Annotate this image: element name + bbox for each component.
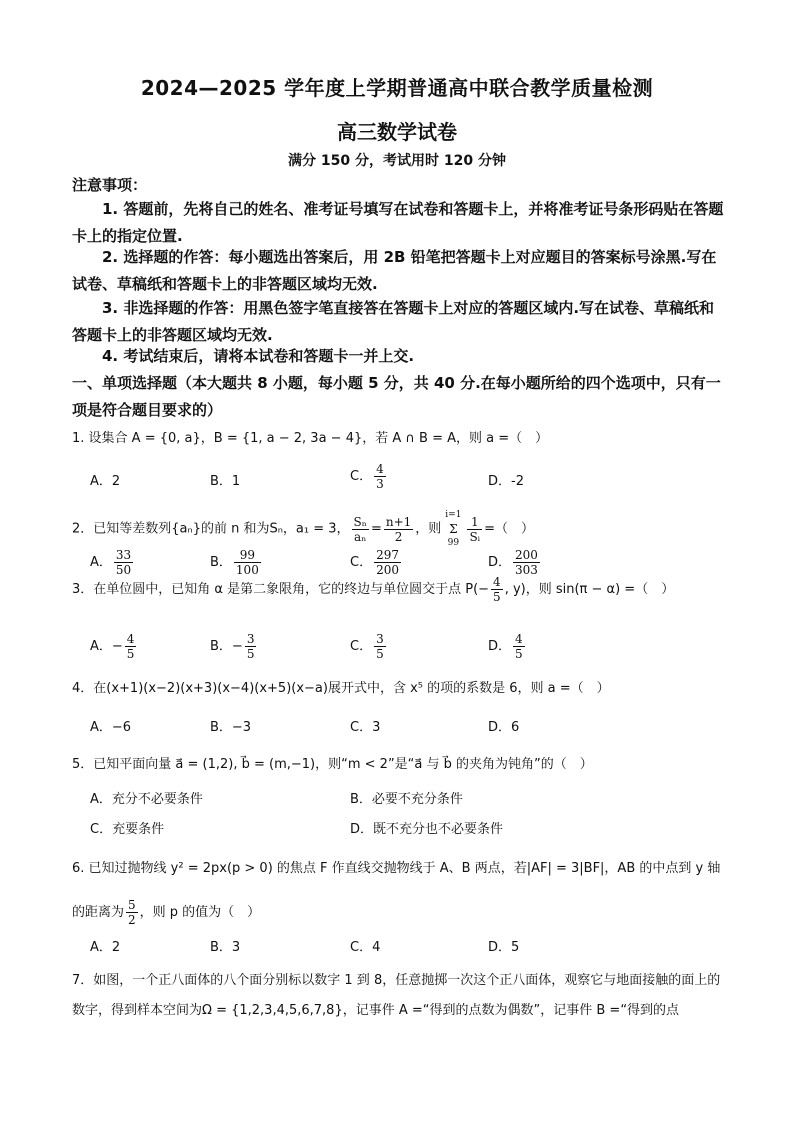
score-line: 满分 150 分，考试用时 120 分钟 [288, 153, 506, 169]
exam-title: 2024—2025 学年度上学期普通高中联合教学质量检测 [140, 76, 654, 100]
note-item-3: 3. 非选择题的作答：用黑色签字笔直接答在答题卡上对应的答题区域内.写在试卷、草稿纸和答题卡上的非答题区域均无效. [72, 299, 715, 344]
note-item-1: 1. 答题前，先将自己的姓名、准考证号填写在试卷和答题卡上，并将准考证号条形码贴在答题卡上的指定位置. [72, 200, 724, 245]
summation: i=1 Σ 99 [445, 510, 462, 548]
q1-option-a: A．2 [90, 474, 121, 489]
q6-option-d: D．5 [488, 940, 520, 955]
note-item-2: 2. 选择题的作答：每小题选出答案后，用 2B 铅笔把答题卡上对应题目的答案标号涂黑.写在试卷、草稿纸和答题卡上的非答题区域均无效. [72, 248, 717, 293]
q2-option-d: D． $\frac{200}{303}$ [488, 548, 538, 577]
q5-option-c: C．充要条件 [90, 822, 165, 837]
q1-option-b: B．1 [210, 474, 241, 489]
section1-heading: 一、单项选择题（本大题共 8 小题，每小题 5 分，共 40 分.在每小题所给的四个选项中，只有一项是符合题目要求的） [72, 374, 721, 419]
question-5: 5．已知平面向量 a⃗ = (1,2), b⃗ = (m,−1)，则“m < 2”是“a⃗ 与 b⃗ 的夹角为钝角”的（ ） [72, 757, 593, 772]
q3-option-d: D． $\frac{4}{5}$ [488, 632, 523, 661]
fraction: $\frac{4}{3}$ [376, 462, 384, 491]
q2-option-c: C． $\frac{297}{200}$ [350, 548, 399, 577]
note-item-4: 4. 考试结束后，请将本试卷和答题卡一并上交. [102, 347, 415, 365]
q2-option-a: A． $\frac{33}{50}$ [90, 548, 132, 577]
q1-option-d: D．-2 [488, 474, 524, 489]
q3-option-c: C． $\frac{3}{5}$ [350, 632, 384, 661]
question-4: 4．在(x+1)(x−2)(x+3)(x−4)(x+5)(x−a)展开式中，含 x⁵ 的项的系数是 6，则 a =（ ） [72, 681, 610, 696]
q4-option-b: B．−3 [210, 720, 252, 735]
q3-option-b: B．− $\frac{3}{5}$ [210, 632, 255, 661]
q2-option-b: B． $\frac{99}{100}$ [210, 548, 259, 577]
q6-option-b: B．3 [210, 940, 241, 955]
question-7: 7．如图，一个正八面体的八个面分别标以数字 1 到 8，任意抛掷一次这个正八面体，观察它与地面接触的面上的数字，得到样本空间为Ω = {1,2,3,4,5,6,7,8}，记事件 A =“得到的点数为偶数”，记事件 B =“得到的点 [72, 973, 721, 1018]
q3-option-a: A．− $\frac{4}{5}$ [90, 632, 135, 661]
q6-option-c: C．4 [350, 940, 381, 955]
q5-option-d: D．既不充分也不必要条件 [350, 822, 504, 837]
q5-option-b: B．必要不充分条件 [350, 792, 463, 807]
question-6-line-1: 6. 已知过抛物线 y² = 2px(p > 0) 的焦点 F 作直线交抛物线于 A、B 两点，若|AF| = 3|BF|，AB 的中点到 y 轴 [72, 861, 721, 876]
q4-option-a: A．−6 [90, 720, 132, 735]
notes-heading: 注意事项： [72, 176, 148, 194]
q4-option-c: C．3 [350, 720, 381, 735]
q1-option-c: C． $\frac{4}{3}$ [350, 462, 384, 491]
question-2: 2．已知等差数列{aₙ}的前 n 和为Sₙ，a₁ = 3， $\frac{\text{Sₙ}}{\text{aₙ}}$ = $\frac{n+1}{2}$ ，则 i=1 Σ 99 $\frac{1}{\text{Sᵢ}}$ =（ ） [72, 510, 534, 548]
question-6-line-2: 的距离为 $\frac{5}{2}$ ，则 p 的值为（ ） [72, 898, 261, 927]
question-3: 3．在单位圆中，已知角 α 是第二象限角，它的终边与单位圆交于点 P(− $\frac{4}{5}$ , y)，则 sin(π − α) =（ ） [72, 575, 675, 604]
question-1: 1. 设集合 A = {0, a}，B = {1, a − 2, 3a − 4}，若 A ∩ B = A，则 a =（ ） [72, 431, 549, 446]
q4-option-d: D．6 [488, 720, 520, 735]
q5-option-a: A．充分不必要条件 [90, 792, 203, 807]
exam-subtitle: 高三数学试卷 [337, 120, 457, 144]
q6-option-a: A．2 [90, 940, 121, 955]
